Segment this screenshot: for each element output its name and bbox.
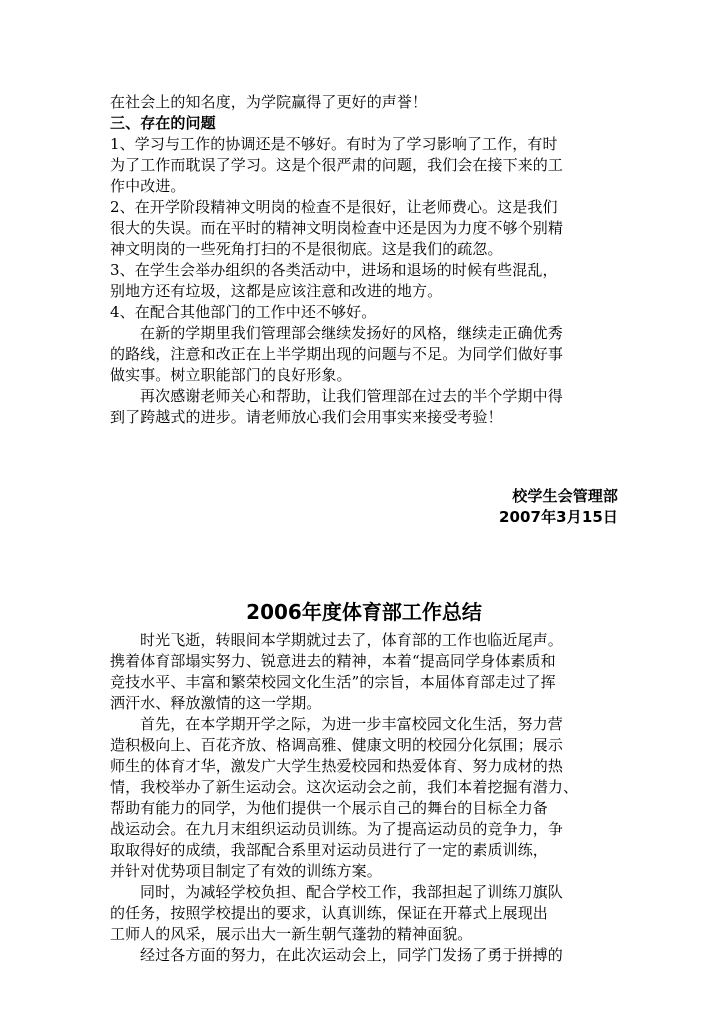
text-line: 工师人的风采，展示出大一新生朝气蓬勃的精神面貌。 [110, 925, 473, 943]
text-line: 携着体育部塌实努力、锐意进去的精神，本着“提高同学身体素质和 [110, 652, 556, 670]
text-line: 洒汗水、释放激情的这一学期。 [110, 694, 322, 712]
text-line: 4、在配合其他部门的工作中还不够好。 [110, 303, 377, 321]
text-line: 的路线，注意和改正在上半学期出现的问题与不足。为同学们做好事 [110, 345, 564, 363]
text-line: 的任务，按照学校提出的要求，认真训练，保证在开幕式上展现出 [110, 904, 548, 922]
text-line: 师生的体育才华，激发广大学生热爱校园和热爱体育、努力成材的热 [110, 757, 564, 775]
text-line: 造积极向上、百花齐放、格调高雅、健康文明的校园分化氛围；展示 [110, 736, 564, 754]
text-line: 很大的失误。而在平时的精神文明岗检查中还是因为力度不够个别精 [110, 219, 564, 237]
text-line: 神文明岗的一些死角打扫的不是很彻底。这是我们的疏忽。 [110, 240, 503, 258]
signature-date: 2007年3月15日 [498, 508, 618, 526]
signature-block [110, 486, 618, 528]
report1-body [110, 92, 618, 428]
text-line: 取取得好的成绩，我部配合系里对运动员进行了一定的素质训练， [110, 841, 548, 859]
report2 [110, 598, 618, 966]
text-line: 并针对优势项目制定了有效的训练方案。 [110, 862, 382, 880]
text-line: 1、学习与工作的协调还是不够好。有时为了学习影响了工作，有时 [110, 135, 558, 153]
text-line: 情，我校举办了新生运动会。这次运动会之前，我们本着挖掘有潜力、 [110, 778, 579, 796]
text-line: 帮助有能力的同学，为他们提供一个展示自己的舞台的目标全力备 [110, 799, 548, 817]
text-line: 经过各方面的努力，在此次运动会上，同学门发扬了勇于拼搏的 [140, 946, 563, 964]
text-line: 在新的学期里我们管理部会继续发扬好的风格，继续走正确优秀 [140, 324, 563, 342]
text-line: 作中改进。 [110, 177, 186, 195]
text-line: 战运动会。在九月末组织运动员训练。为了提高运动员的竞争力，争 [110, 820, 564, 838]
text-line: 3、在学生会举办组织的各类活动中，进场和退场的时候有些混乱， [110, 261, 558, 279]
document-page [110, 92, 618, 966]
text-line: 到了跨越式的进步。请老师放心我们会用事实来接受考验！ [110, 408, 503, 426]
text-line: 为了工作而耽误了学习。这是个很严肃的问题，我们会在接下来的工 [110, 156, 564, 174]
text-line: 时光飞逝，转眼间本学期就过去了，体育部的工作也临近尾声。 [140, 631, 563, 649]
text-line: 同时，为减轻学校负担、配合学校工作，我部担起了训练刀旗队 [140, 883, 563, 901]
text-line: 在社会上的知名度，为学院赢得了更好的声誉！ [110, 93, 428, 111]
text-line: 竞技水平、丰富和繁荣校园文化生活”的宗旨，本届体育部走过了挥 [110, 673, 556, 691]
text-line: 别地方还有垃圾，这都是应该注意和改进的地方。 [110, 282, 443, 300]
report2-body [110, 630, 618, 966]
section-heading: 三、存在的问题 [110, 114, 216, 132]
text-line: 2、在开学阶段精神文明岗的检查不是很好，让老师费心。这是我们 [110, 198, 558, 216]
text-line: 首先，在本学期开学之际，为进一步丰富校园文化生活，努力营 [140, 715, 563, 733]
report-title: 2006年度体育部工作总结 [246, 600, 482, 624]
text-line: 再次感谢老师关心和帮助，让我们管理部在过去的半个学期中得 [140, 387, 563, 405]
signature-org: 校学生会管理部 [512, 487, 618, 505]
text-line: 做实事。树立职能部门的良好形象。 [110, 366, 352, 384]
